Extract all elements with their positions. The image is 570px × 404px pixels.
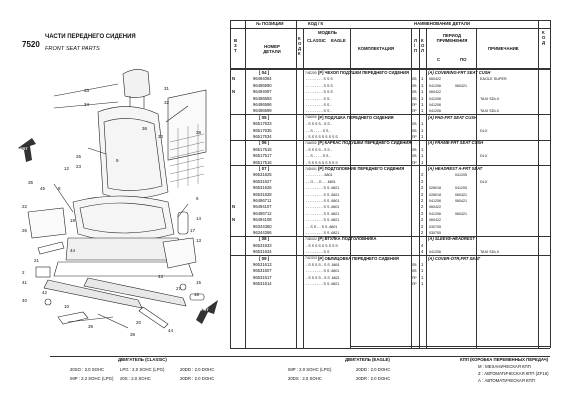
group-code: 74D001 xyxy=(305,166,317,171)
part-number: 96517517 xyxy=(253,153,272,159)
row-from: 041206 xyxy=(429,103,441,107)
model-flags: - - - - - - - - S S S xyxy=(306,83,333,88)
row-from: 030705 xyxy=(429,224,441,229)
row-lr: ЛВ xyxy=(412,269,417,274)
row-note: TAXI SDLX xyxy=(480,250,500,255)
row-lr: ПР xyxy=(412,103,417,107)
header-code: КОД / К xyxy=(308,21,324,26)
callout-label: 25 xyxy=(76,154,82,159)
group-code: 74D002 xyxy=(305,236,317,241)
group-position: [ 04 ] xyxy=(259,70,270,75)
callout-label: 22 xyxy=(22,204,28,209)
model-flags: - - - - - - - - .6801 xyxy=(306,173,333,178)
row-lr: ПР xyxy=(412,109,417,114)
footer-engine-eagle: ДВИГАТЕЛЬ (EAGLE) xyxy=(345,357,390,362)
part-number: 96531626 xyxy=(253,185,272,191)
part-number: 96531614 xyxy=(253,281,272,287)
model-flags: - - S S - - S S .6801 xyxy=(306,224,338,229)
row-note: TAXI SDLX xyxy=(480,96,500,101)
model-flags: - S S S S - S S .6801 xyxy=(306,263,340,267)
row-qty: 1 xyxy=(421,281,424,287)
callout-label: 44 xyxy=(168,328,174,333)
row-qty: 1 xyxy=(421,89,424,95)
rear-arrow-label: FRT xyxy=(201,307,209,312)
part-number: 96486593 xyxy=(253,95,272,101)
footer-classic-item: 20DR : 2.0 DOHC xyxy=(180,376,215,381)
footer-eagle-item: IMP : 2.0 SOHC (LPG) xyxy=(288,367,332,372)
part-number: 96494087 xyxy=(253,89,272,95)
callout-label: 9 xyxy=(116,158,119,163)
row-qty: 2 xyxy=(421,198,424,203)
footer-classic-item: IMP : 2.2 SOHC (LPG) xyxy=(70,376,114,381)
model-flags: - S S S S S S S S S xyxy=(306,160,338,165)
model-flags: - S S S S - S S - xyxy=(306,122,332,127)
part-number: 96517633 xyxy=(253,121,272,127)
callout-label: 28 xyxy=(196,130,202,135)
header-lr: Л / П xyxy=(414,38,418,53)
header-kod: К О Д xyxy=(542,30,546,45)
row-qty: 2 xyxy=(421,217,424,223)
row-from: 041206 xyxy=(429,96,441,101)
model-flags: - - O - - O - - .6801 xyxy=(306,179,336,184)
part-number: 96531628 xyxy=(253,191,272,197)
row-lr: ЛВ xyxy=(412,90,417,95)
model-flags: - - - - - - - - S S .6801 xyxy=(306,205,340,210)
model-flags: - - - - - - - - S S .6821 xyxy=(306,192,340,197)
row-qty: 1 xyxy=(421,102,424,107)
group-name-ru: [Р] КАРКАС ПОДУШКИ ПЕРЕДНЕГО СИДЕНИЯ xyxy=(318,140,412,146)
row-qty: 2 xyxy=(421,204,424,210)
model-flags: - - - - - - - - S S - xyxy=(306,96,332,101)
group-code: 74C003 xyxy=(305,256,317,261)
part-number: 96531613 xyxy=(253,262,272,267)
row-qty: 1 xyxy=(421,76,424,82)
model-flags: - - - - - - - - S S - xyxy=(306,109,332,114)
front-arrow-label: FRT xyxy=(20,146,28,151)
callout-label: 13 xyxy=(196,238,202,243)
model-flags: - S S S S - S S - xyxy=(306,147,332,152)
footer-classic-item: LPG : 2.0 SOHC (LPG) xyxy=(120,367,165,372)
row-qty: 2 xyxy=(421,230,424,235)
row-from: 060422 xyxy=(429,90,441,95)
part-number: 96486599 xyxy=(253,108,272,114)
part-number: 96531627 xyxy=(253,178,272,184)
part-number: 96344366 xyxy=(253,230,272,235)
row-lr: ЛВ xyxy=(412,96,417,101)
group-name-ru: [Р] ЧЕХОЛ ПОДУШКИ ПЕРЕДНЕГО СИДЕНИЯ xyxy=(318,70,409,75)
part-number: 96531607 xyxy=(253,268,272,274)
group-name-en: (A) FRAME-FRT SEAT CUSH xyxy=(428,140,484,146)
part-number: 96486711 xyxy=(253,198,272,203)
section-code: 7520 xyxy=(22,40,40,49)
header-set: КОМПЛЕКТАЦИЯ xyxy=(358,46,395,51)
row-qty: 1 xyxy=(421,134,424,139)
part-number: 96517634 xyxy=(253,134,272,139)
footer-classic-item: 20SO : 2.0 SOHC xyxy=(70,367,105,372)
part-number: 96517516 xyxy=(253,159,272,165)
group-code: 74E200 xyxy=(305,70,317,75)
section-title-en: FRONT SEAT PARTS xyxy=(45,46,100,52)
callout-label: 19 xyxy=(70,218,76,223)
model-flags: - - - - - - - - S S .6821 xyxy=(306,211,340,216)
part-number: 96486712 xyxy=(253,210,272,216)
group-name-en: (A) SLEEVE-HEADREST xyxy=(428,236,475,242)
callout-label: 16 xyxy=(194,292,200,297)
row-qty: 1 xyxy=(421,153,424,159)
row-to: 060421 xyxy=(455,83,467,88)
group-name-en: (A) HEADREST A-FRT SEAT xyxy=(428,166,483,171)
callout-label: 14 xyxy=(196,216,202,221)
row-lr: ЛВ xyxy=(412,128,417,133)
row-qty: 1 xyxy=(421,146,424,152)
row-lr: ЛВ xyxy=(412,122,417,127)
footer-gearbox: КПП (КОРОБКА ПЕРЕМЕННЫХ ПЕРЕДАЧ) xyxy=(460,357,549,362)
group-name-en: (A) COVERING-FRT SEAT CUSH xyxy=(428,70,491,75)
row-from: 041206 xyxy=(429,83,441,88)
row-to: 041205 xyxy=(455,186,467,191)
model-flags: - - - - - - - - S S S xyxy=(306,90,333,95)
section-title-ru: ЧАСТИ ПЕРЕДНЕГО СИДЕНИЯ xyxy=(45,34,136,40)
seat-exploded-diagram xyxy=(18,62,218,347)
part-number: 96486590 xyxy=(253,82,272,88)
model-flags: - - S - - - - S S - xyxy=(306,128,331,133)
callout-label: 17 xyxy=(190,228,196,233)
row-from: 030705 xyxy=(429,231,441,235)
row-new-flag: N xyxy=(232,204,236,210)
row-lr: ЛВ xyxy=(412,154,417,159)
callout-label: 27 xyxy=(176,286,182,291)
model-flags: - - - - - - - - S S .6801 xyxy=(306,269,340,274)
row-note: EAGLE SUPER xyxy=(480,77,507,82)
group-name-en: (A) PAD-FRT SEAT CUSH xyxy=(428,114,477,120)
row-note: DLX xyxy=(480,179,488,184)
callout-label: 8 xyxy=(58,186,61,191)
model-flags: - - - - - - - - S S .6821 xyxy=(306,186,340,191)
row-from: 028018 xyxy=(429,186,441,191)
header-eagle: EAGLE xyxy=(331,38,346,43)
row-qty: 1 xyxy=(421,121,424,127)
model-flags: - - - - - - - - S S .6821 xyxy=(306,231,340,235)
row-to: 060421 xyxy=(455,199,467,203)
callout-label: 2 xyxy=(22,270,25,275)
row-lr: ПР xyxy=(412,160,417,165)
callout-label: 31 xyxy=(164,86,170,91)
row-from: 028018 xyxy=(429,192,441,197)
part-number: 96486596 xyxy=(253,102,272,107)
model-flags: - - - - - - - - S S S xyxy=(306,77,333,82)
callout-label: 41 xyxy=(22,280,28,285)
model-flags: - - - - - - - - S S - xyxy=(306,103,332,107)
footer-gearbox-item: М : МЕХАНИЧЕСКАЯ КПП xyxy=(478,364,531,369)
footer-eagle-item: 20DR : 2.0 DOHC xyxy=(356,376,391,381)
row-lr: ПР xyxy=(412,135,417,139)
header-from: С xyxy=(437,57,441,62)
group-name-ru: [Р] ПОДУШКА ПЕРЕДНЕГО СИДЕНИЯ xyxy=(318,114,394,120)
row-lr: ПР xyxy=(412,275,417,280)
group-code: 74A004 xyxy=(305,115,317,120)
part-number: 96494107 xyxy=(253,204,272,210)
header-classic: CLASSIC xyxy=(307,38,326,43)
footer-engine-classic: ДВИГАТЕЛЬ (CLASSIC) xyxy=(118,357,167,362)
callout-label: 35 xyxy=(28,180,34,185)
row-qty: 1 xyxy=(421,159,424,165)
row-qty: 1 xyxy=(421,262,424,267)
model-flags: - S S S S S S S S S xyxy=(306,243,338,248)
group-code: 74A002 xyxy=(305,140,317,145)
model-flags: - - - - - - - - S S .6801 xyxy=(306,199,340,203)
callout-label: 42 xyxy=(42,290,48,295)
callout-label: 12 xyxy=(64,166,70,171)
group-name-en: (A) COVER-OTR,FRT SEAT xyxy=(428,255,481,261)
group-name-ru: [Р] ОБЛИЦОВКА ПЕРЕДНЕГО СИДЕНИЯ xyxy=(318,255,399,261)
row-qty: 2 xyxy=(421,178,424,184)
row-lr: ЛВ xyxy=(412,77,417,82)
row-qty: 1 xyxy=(421,108,424,114)
row-from: 041206 xyxy=(429,250,441,255)
model-flags: - - - - - - - - S S .6821 xyxy=(306,218,340,223)
row-from: 060422 xyxy=(429,218,441,223)
callout-label: 34 xyxy=(84,102,90,107)
row-qty: 1 xyxy=(421,82,424,88)
header-qty: К О Л xyxy=(421,38,425,53)
header-kodk: К О Д К xyxy=(298,36,302,56)
callout-label: 38 xyxy=(130,332,136,337)
footer-gearbox-item: Z : АВТОМАТИЧЕСКАЯ КПП (ZF16) xyxy=(478,371,549,376)
header-model: МОДЕЛЬ xyxy=(318,30,337,35)
row-new-flag: N xyxy=(232,217,236,223)
row-new-flag: N xyxy=(232,89,236,95)
row-qty: 4 xyxy=(421,249,424,255)
row-qty: 1 xyxy=(421,268,424,274)
row-from: 041206 xyxy=(429,199,441,203)
row-qty: 1 xyxy=(421,95,424,101)
part-number: 96494108 xyxy=(253,217,272,223)
row-to: 060421 xyxy=(455,211,467,216)
row-qty: 4 xyxy=(421,242,424,248)
row-new-flag: N xyxy=(232,76,236,82)
group-position: [ 09 ] xyxy=(259,255,270,261)
row-lr: ПР xyxy=(412,282,417,287)
model-flags: - - - - - - - - S S .6821 xyxy=(306,282,340,287)
row-qty: 2 xyxy=(421,172,424,178)
part-number: 96531617 xyxy=(253,274,272,280)
header-period: ПЕРИОД ПРИМЕНЕНИЯ xyxy=(436,33,468,43)
row-qty: 2 xyxy=(421,185,424,191)
row-lr: ЛВ xyxy=(412,83,417,88)
footer-classic-item: 20DD : 2.0 DOHC xyxy=(180,367,215,372)
row-note: TAXI SDLX xyxy=(480,109,500,114)
row-qty: 1 xyxy=(421,274,424,280)
callout-label: 33 xyxy=(84,88,90,93)
row-from: 041206 xyxy=(429,109,441,114)
group-position: [ 08 ] xyxy=(259,236,270,242)
callout-label: 15 xyxy=(196,280,202,285)
row-qty: 2 xyxy=(421,191,424,197)
part-number: 96517515 xyxy=(253,146,272,152)
header-name: НАИМЕНОВАНИЕ ДЕТАЛИ xyxy=(414,21,470,26)
row-qty: 1 xyxy=(421,127,424,133)
header-part-number: НОМЕР ДЕТАЛИ xyxy=(263,44,281,54)
row-to: 041205 xyxy=(455,173,467,178)
part-number: 96531625 xyxy=(253,172,272,178)
model-flags: - - - - - - - - S S xyxy=(306,250,330,255)
group-name-ru: [Р] ВТУЛКА ПОДГОЛОВНИКА xyxy=(318,236,377,242)
footer-eagle-item: 20DS : 2.0 SOHC xyxy=(288,376,322,381)
model-flags: - S S S S - S S .6821 xyxy=(306,275,340,280)
row-from: 060422 xyxy=(429,77,441,82)
callout-label: 39 xyxy=(88,324,94,329)
model-flags: - - S - - - - S S - xyxy=(306,154,331,159)
callout-label: 21 xyxy=(34,258,40,263)
part-number: 96531633 xyxy=(253,242,272,248)
callout-label: 23 xyxy=(76,164,82,169)
callout-label: 10 xyxy=(64,304,70,309)
row-lr: ЛВ xyxy=(412,263,417,267)
row-qty: 2 xyxy=(421,210,424,216)
callout-label: 45 xyxy=(40,186,46,191)
callout-label: 36 xyxy=(142,126,148,131)
row-from: 060422 xyxy=(429,205,441,210)
footer-gearbox-item: А : АВТОМАТИЧЕСКАЯ КПП xyxy=(478,378,535,383)
row-from: 041206 xyxy=(429,211,441,216)
group-position: [ 07 ] xyxy=(259,166,270,171)
part-number: 96517635 xyxy=(253,127,272,133)
callout-label: 43 xyxy=(158,274,164,279)
header-note: ПРИМЕЧАНИЕ xyxy=(488,46,519,51)
header-vzt: В З Т xyxy=(234,38,238,53)
callout-label: 20 xyxy=(136,320,142,325)
callout-label: 6 xyxy=(196,196,199,201)
callout-label: 26 xyxy=(22,228,28,233)
part-number: 96494084 xyxy=(253,76,272,82)
callout-label: 40 xyxy=(22,298,28,303)
row-note: DLX xyxy=(480,154,488,159)
footer-eagle-item: 20DD : 2.0 DOHC xyxy=(356,367,391,372)
part-number: 96531634 xyxy=(253,249,272,255)
group-position: [ 06 ] xyxy=(259,140,270,146)
callout-label: 32 xyxy=(164,100,170,105)
part-number: 96344360 xyxy=(253,223,272,229)
group-name-ru: [Р] ПОДГОЛОВНИК ПЕРЕДНЕГО СИДЕНИЯ xyxy=(318,166,405,171)
row-note: DLX xyxy=(480,128,488,133)
header-to: ПО xyxy=(460,57,467,62)
footer-classic-item: 20S : 2.0 SOHC xyxy=(120,376,151,381)
group-position: [ 05 ] xyxy=(259,114,270,120)
header-position: № ПОЗИЦИИ xyxy=(256,21,284,26)
callout-label: 44 xyxy=(70,248,76,253)
row-lr: ЛВ xyxy=(412,147,417,152)
callout-label: 30 xyxy=(158,134,164,139)
model-flags: - S S S S S S S S S xyxy=(306,135,338,139)
row-to: 060421 xyxy=(455,192,467,197)
row-qty: 2 xyxy=(421,223,424,229)
